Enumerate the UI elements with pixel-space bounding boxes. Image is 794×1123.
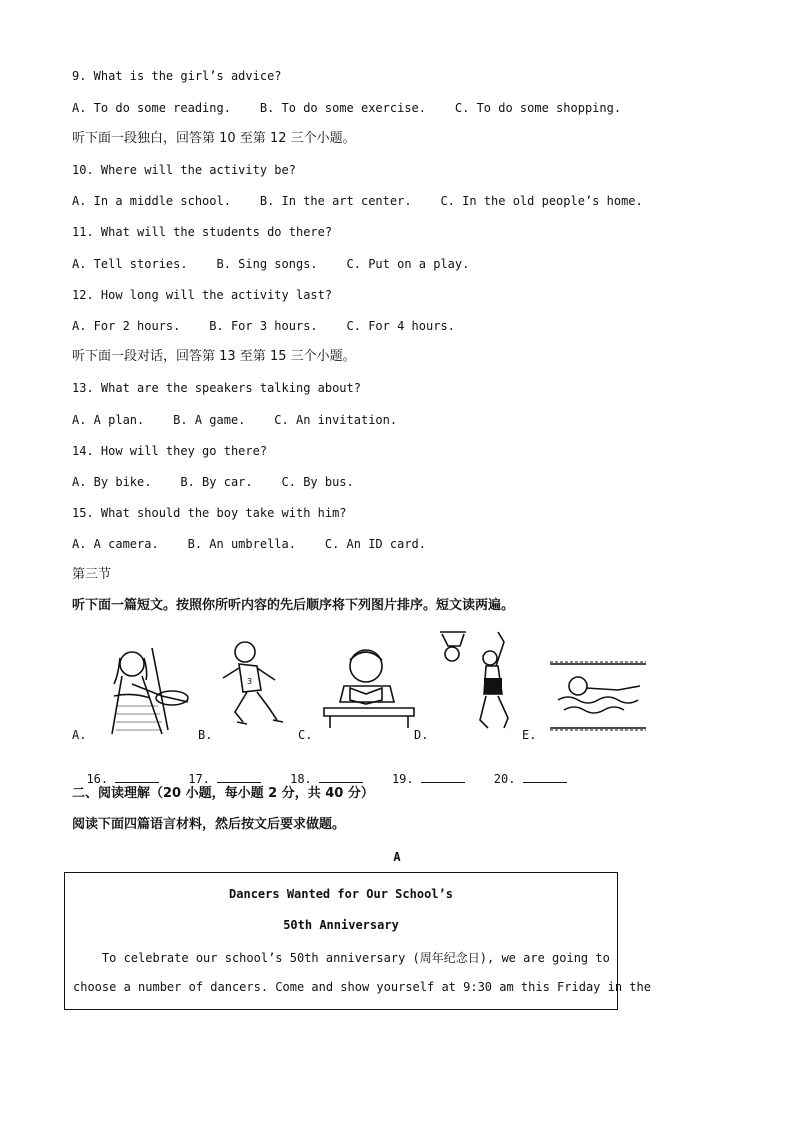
answer-blank-18[interactable] <box>319 770 363 783</box>
q9-question: 9. What is the girl’s advice? <box>72 69 282 83</box>
q12-question: 12. How long will the activity last? <box>72 288 333 302</box>
instruction-10-12: 听下面一段独白，回答第 10 至第 12 三个小题。 <box>72 131 356 146</box>
q9-options: A. To do some reading. B. To do some exercise. C. To do some shopping. <box>72 101 622 115</box>
box-title-1: Dancers Wanted for Our School’s <box>229 887 453 901</box>
q15-options: A. A camera. B. An umbrella. C. An ID card. <box>72 537 427 551</box>
answer-label-19: 19. <box>391 772 414 786</box>
picture-label-a: A. <box>72 728 87 742</box>
box-line-2: choose a number of dancers. Come and show yourself at 9:30 am this Friday in the <box>73 980 651 994</box>
section3-title: 第三节 <box>72 567 112 582</box>
q11-question: 11. What will the students do there? <box>72 225 333 239</box>
part2-instruction: 阅读下面四篇语言材料，然后按文后要求做题。 <box>72 817 346 832</box>
instruction-13-15: 听下面一段对话，回答第 13 至第 15 三个小题。 <box>72 349 356 364</box>
answer-blank-16[interactable] <box>115 770 159 783</box>
reading-boy-icon <box>320 642 420 732</box>
answer-blank-20[interactable] <box>523 770 567 783</box>
box-title-2: 50th Anniversary <box>283 918 399 932</box>
answer-blank-19[interactable] <box>421 770 465 783</box>
answer-label-17: 17. <box>188 772 210 786</box>
answer-label-18: 18. <box>290 772 312 786</box>
part2-title: 二、阅读理解（20 小题，每小题 2 分，共 40 分） <box>72 786 374 801</box>
running-boy-icon <box>217 636 297 736</box>
q13-question: 13. What are the speakers talking about? <box>72 381 361 395</box>
basketball-player-icon <box>436 628 526 736</box>
q14-options: A. By bike. B. By car. C. By bus. <box>72 475 354 489</box>
q15-question: 15. What should the boy take with him? <box>72 506 347 520</box>
violin-girl-icon <box>92 636 202 736</box>
q12-options: A. For 2 hours. B. For 3 hours. C. For 4 hours. <box>72 319 455 333</box>
answer-blank-17[interactable] <box>217 770 261 783</box>
box-line-1: To celebrate our school’s 50th anniversary (周年纪念日), we are going to <box>73 951 610 965</box>
passage-a-box <box>64 872 651 1010</box>
q11-options: A. Tell stories. B. Sing songs. C. Put on a play. <box>72 257 470 271</box>
answer-label-16: 16. <box>86 772 109 786</box>
q13-options: A. A plan. B. A game. C. An invitation. <box>72 413 398 427</box>
svg-text:3: 3 <box>247 677 253 686</box>
q14-question: 14. How will they go there? <box>72 444 268 458</box>
passage-letter: A <box>393 850 401 864</box>
q10-options: A. In a middle school. B. In the art center. C. In the old people’s home. <box>72 194 643 208</box>
q10-question: 10. Where will the activity be? <box>72 163 296 177</box>
section3-instruction: 听下面一篇短文。按照你所听内容的先后顺序将下列图片排序。短文读两遍。 <box>72 598 515 613</box>
picture-label-d: D. <box>414 728 429 742</box>
answer-blanks-row <box>72 756 567 786</box>
swimmer-icon <box>548 658 648 734</box>
picture-row <box>72 628 672 748</box>
picture-label-e: E. <box>522 728 537 742</box>
picture-label-b: B. <box>198 728 213 742</box>
answer-label-20: 20. <box>493 772 516 786</box>
picture-label-c: C. <box>298 728 313 742</box>
